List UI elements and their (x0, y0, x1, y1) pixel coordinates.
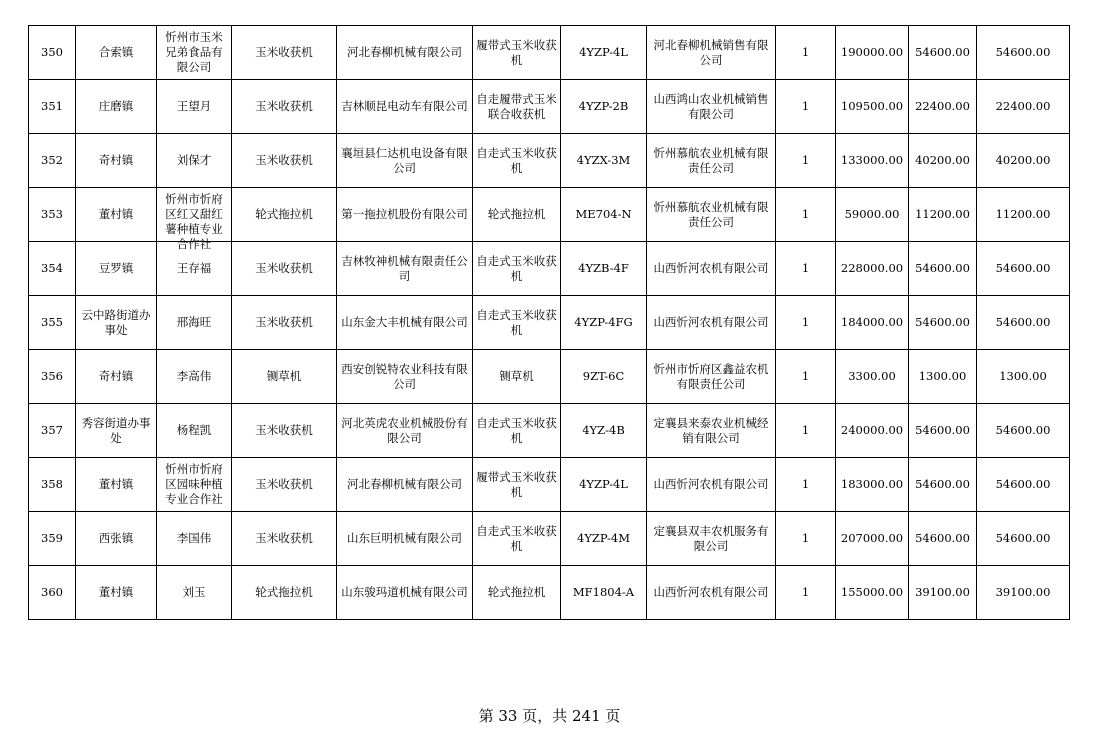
cell-qty (776, 512, 836, 566)
cell-model (561, 566, 647, 620)
table-row (29, 512, 1070, 566)
cell-text: 40200.00 (995, 153, 1051, 167)
cell-text: 54600.00 (995, 477, 1051, 491)
cell-town (76, 242, 157, 296)
table-row (29, 80, 1070, 134)
cell-town (76, 350, 157, 404)
cell-text: 杨程凯 (176, 423, 212, 437)
cell-total (977, 242, 1070, 296)
cell-no (29, 566, 76, 620)
cell-total (977, 188, 1070, 242)
table-body (29, 26, 1070, 620)
cell-dealer (647, 404, 776, 458)
cell-text: 358 (41, 477, 63, 491)
cell-text: 铡草机 (499, 369, 534, 383)
cell-maker (337, 80, 473, 134)
cell-text: 玉米收获机 (255, 531, 313, 545)
cell-text: 190000.00 (840, 45, 904, 59)
cell-owner (157, 404, 232, 458)
cell-qty (776, 26, 836, 80)
cell-text: 133000.00 (840, 153, 904, 167)
cell-text: 玉米收获机 (255, 153, 313, 167)
cell-text: 忻州市忻府区红又甜红薯种植专业合作社 (165, 192, 223, 251)
cell-text: 山东巨明机械有限公司 (347, 531, 462, 545)
cell-town (76, 458, 157, 512)
cell-text: 360 (41, 585, 63, 599)
cell-category (232, 26, 337, 80)
cell-text: 184000.00 (840, 315, 904, 329)
cell-item (473, 134, 561, 188)
cell-text: 玉米收获机 (255, 315, 313, 329)
cell-model (561, 26, 647, 80)
cell-text: 1 (801, 423, 810, 437)
cell-maker (337, 566, 473, 620)
cell-text: 350 (41, 45, 63, 59)
cell-subsidy (909, 26, 977, 80)
cell-text: 玉米收获机 (255, 45, 313, 59)
cell-category (232, 134, 337, 188)
cell-text: 54600.00 (915, 531, 970, 545)
cell-owner (157, 188, 232, 251)
cell-dealer (647, 80, 776, 134)
cell-text: 忻州慕航农业机械有限责任公司 (653, 145, 769, 175)
cell-text: 忻州市忻府区鑫益农机有限责任公司 (653, 361, 769, 391)
cell-text: 155000.00 (840, 585, 904, 599)
cell-qty (776, 566, 836, 620)
cell-text: 奇村镇 (98, 369, 134, 383)
cell-owner (157, 134, 232, 188)
cell-total (977, 134, 1070, 188)
cell-text: 351 (41, 99, 63, 113)
cell-text: MF1804-A (572, 585, 635, 599)
cell-price (836, 404, 909, 458)
cell-item (473, 566, 561, 620)
cell-dealer (647, 512, 776, 566)
cell-text: 董村镇 (98, 477, 134, 491)
cell-category (232, 242, 337, 296)
cell-text: 54600.00 (995, 423, 1051, 437)
cell-qty (776, 188, 836, 242)
cell-text: 自走式玉米收获机 (476, 523, 557, 553)
cell-text: 河北春柳机械有限公司 (347, 45, 462, 59)
cell-dealer (647, 242, 776, 296)
cell-total (977, 350, 1070, 404)
cell-text: 忻州慕航农业机械有限责任公司 (653, 199, 769, 229)
page-number: 第 33 页，共 241 页 (478, 707, 621, 725)
cell-text: 54600.00 (915, 423, 970, 437)
cell-qty (776, 458, 836, 512)
cell-text: 西张镇 (98, 531, 134, 545)
cell-dealer (647, 296, 776, 350)
cell-text: 西安创锐特农业科技有限公司 (341, 361, 468, 391)
cell-text: 李国伟 (176, 531, 212, 545)
cell-item (473, 350, 561, 404)
table-row (29, 350, 1070, 404)
cell-owner (157, 458, 232, 512)
cell-text: 9ZT-6C (582, 369, 625, 383)
cell-text: 吉林顺昆电动车有限公司 (341, 99, 468, 113)
cell-qty (776, 296, 836, 350)
cell-model (561, 80, 647, 134)
cell-text: 4YZP-2B (578, 99, 629, 113)
cell-text: 山西忻河农机有限公司 (653, 315, 769, 329)
cell-owner (157, 512, 232, 566)
cell-qty (776, 350, 836, 404)
cell-item (473, 512, 561, 566)
cell-text: 1 (801, 531, 810, 545)
cell-text: 自走式玉米收获机 (476, 145, 557, 175)
table-row (29, 188, 1070, 242)
cell-dealer (647, 566, 776, 620)
cell-price (836, 458, 909, 512)
table-row (29, 404, 1070, 458)
cell-text: 襄垣县仁达机电设备有限公司 (341, 145, 468, 175)
cell-text: 54600.00 (995, 531, 1051, 545)
cell-text: 183000.00 (840, 477, 904, 491)
cell-text: 1 (801, 153, 810, 167)
cell-text: 自走式玉米收获机 (476, 415, 557, 445)
cell-text: 轮式拖拉机 (255, 207, 313, 221)
cell-category (232, 512, 337, 566)
cell-item (473, 80, 561, 134)
cell-text: 玉米收获机 (255, 423, 313, 437)
cell-category (232, 404, 337, 458)
cell-price (836, 242, 909, 296)
cell-text: 4YZB-4F (578, 261, 629, 275)
cell-item (473, 242, 561, 296)
cell-owner (157, 80, 232, 134)
cell-no (29, 458, 76, 512)
cell-text: 第一拖拉机股份有限公司 (341, 207, 468, 221)
cell-category (232, 188, 337, 242)
cell-text: 1 (801, 369, 810, 383)
cell-item (473, 458, 561, 512)
cell-subsidy (909, 188, 977, 242)
cell-text: 河北英虎农业机械股份有限公司 (341, 415, 468, 445)
cell-maker (337, 296, 473, 350)
cell-town (76, 566, 157, 620)
cell-model (561, 188, 647, 242)
cell-text: 定襄县来泰农业机械经销有限公司 (653, 415, 769, 445)
cell-text: 自走式玉米收获机 (476, 253, 557, 283)
cell-maker (337, 512, 473, 566)
cell-text: 李高伟 (176, 369, 212, 383)
cell-qty (776, 404, 836, 458)
cell-text: 11200.00 (995, 207, 1051, 221)
cell-subsidy (909, 242, 977, 296)
cell-model (561, 296, 647, 350)
cell-text: 1 (801, 315, 810, 329)
cell-text: 轮式拖拉机 (487, 207, 546, 221)
cell-text: 自走履带式玉米联合收获机 (476, 91, 557, 121)
cell-text: 4YZ-4B (582, 423, 625, 437)
cell-text: 4YZP-4L (579, 45, 628, 59)
cell-total (977, 404, 1070, 458)
cell-total (977, 512, 1070, 566)
cell-no (29, 242, 76, 296)
cell-text: 山西忻河农机有限公司 (653, 477, 769, 491)
cell-total (977, 26, 1070, 80)
cell-dealer (647, 188, 776, 242)
cell-model (561, 242, 647, 296)
cell-category (232, 296, 337, 350)
cell-text: 邢海旺 (176, 315, 212, 329)
cell-model (561, 404, 647, 458)
cell-total (977, 566, 1070, 620)
cell-text: 奇村镇 (98, 153, 134, 167)
cell-maker (337, 188, 473, 242)
cell-text: 4YZX-3M (576, 153, 631, 167)
cell-text: 忻州市忻府区园味种植专业合作社 (165, 462, 223, 506)
cell-text: 忻州市玉米兄弟食品有限公司 (165, 30, 223, 74)
cell-text: 董村镇 (98, 585, 134, 599)
cell-town (76, 296, 157, 350)
cell-no (29, 26, 76, 80)
cell-text: 玉米收获机 (255, 99, 313, 113)
cell-text: 54600.00 (995, 261, 1051, 275)
cell-no (29, 134, 76, 188)
cell-price (836, 80, 909, 134)
cell-model (561, 512, 647, 566)
cell-text: 刘保才 (176, 153, 212, 167)
subsidy-table (28, 25, 1070, 620)
cell-price (836, 350, 909, 404)
cell-owner (157, 350, 232, 404)
cell-text: 4YZP-4M (577, 531, 630, 545)
cell-text: 1 (801, 45, 810, 59)
cell-no (29, 404, 76, 458)
cell-town (76, 188, 157, 242)
cell-owner (157, 296, 232, 350)
cell-text: 1 (801, 99, 810, 113)
cell-text: 履带式玉米收获机 (476, 37, 557, 67)
cell-price (836, 134, 909, 188)
cell-total (977, 80, 1070, 134)
cell-text: 240000.00 (840, 423, 904, 437)
cell-text: 玉米收获机 (255, 261, 313, 275)
cell-subsidy (909, 296, 977, 350)
cell-text: 刘玉 (182, 585, 206, 599)
cell-town (76, 80, 157, 134)
cell-text: 1 (801, 477, 810, 491)
cell-text: 豆罗镇 (98, 261, 134, 275)
cell-town (76, 26, 157, 80)
cell-dealer (647, 458, 776, 512)
cell-text: 山西鸿山农业机械销售有限公司 (653, 91, 769, 121)
cell-item (473, 404, 561, 458)
cell-category (232, 458, 337, 512)
cell-dealer (647, 350, 776, 404)
cell-text: 庄磨镇 (98, 99, 134, 113)
cell-text: 356 (41, 369, 63, 383)
cell-text: 山西忻河农机有限公司 (653, 585, 769, 599)
cell-category (232, 566, 337, 620)
cell-town (76, 404, 157, 458)
cell-item (473, 296, 561, 350)
cell-text: 铡草机 (266, 369, 302, 383)
cell-subsidy (909, 566, 977, 620)
cell-owner (157, 26, 232, 80)
cell-text: 1300.00 (999, 369, 1047, 383)
cell-text: 39100.00 (995, 585, 1051, 599)
table-row (29, 296, 1070, 350)
table-row (29, 566, 1070, 620)
cell-text: 359 (41, 531, 63, 545)
cell-text: 云中路街道办事处 (81, 307, 151, 337)
cell-text: 355 (41, 315, 63, 329)
cell-price (836, 566, 909, 620)
cell-maker (337, 458, 473, 512)
cell-item (473, 188, 561, 242)
table-row (29, 134, 1070, 188)
cell-text: 王望月 (176, 99, 212, 113)
cell-text: ME704-N (575, 207, 632, 221)
cell-text: 109500.00 (840, 99, 904, 113)
cell-text: 定襄县双丰农机服务有限公司 (653, 523, 769, 553)
cell-text: 轮式拖拉机 (487, 585, 546, 599)
cell-text: 1 (801, 261, 810, 275)
cell-total (977, 296, 1070, 350)
cell-text: 228000.00 (840, 261, 904, 275)
cell-maker (337, 404, 473, 458)
cell-text: 轮式拖拉机 (255, 585, 313, 599)
cell-text: 352 (41, 153, 63, 167)
cell-text: 4YZP-4L (579, 477, 628, 491)
cell-qty (776, 80, 836, 134)
cell-no (29, 350, 76, 404)
cell-town (76, 134, 157, 188)
cell-text: 履带式玉米收获机 (476, 469, 557, 499)
cell-category (232, 80, 337, 134)
cell-text: 40200.00 (915, 153, 970, 167)
cell-text: 54600.00 (915, 477, 970, 491)
cell-subsidy (909, 404, 977, 458)
cell-price (836, 26, 909, 80)
cell-subsidy (909, 80, 977, 134)
cell-owner (157, 566, 232, 620)
cell-text: 39100.00 (915, 585, 970, 599)
cell-text: 54600.00 (995, 315, 1051, 329)
cell-text: 山东金大丰机械有限公司 (341, 315, 468, 329)
cell-text: 207000.00 (840, 531, 904, 545)
cell-item (473, 26, 561, 80)
cell-text: 董村镇 (98, 207, 134, 221)
cell-subsidy (909, 458, 977, 512)
cell-text: 1300.00 (918, 369, 967, 383)
cell-text: 自走式玉米收获机 (476, 307, 557, 337)
cell-text: 22400.00 (995, 99, 1051, 113)
cell-price (836, 512, 909, 566)
cell-text: 3300.00 (848, 369, 896, 383)
cell-text: 54600.00 (995, 45, 1051, 59)
cell-model (561, 458, 647, 512)
cell-text: 54600.00 (915, 45, 970, 59)
cell-no (29, 296, 76, 350)
cell-text: 王存福 (176, 261, 212, 275)
cell-text: 玉米收获机 (255, 477, 313, 491)
cell-text: 54600.00 (915, 261, 970, 275)
cell-maker (337, 242, 473, 296)
cell-subsidy (909, 350, 977, 404)
cell-dealer (647, 26, 776, 80)
cell-town (76, 512, 157, 566)
cell-price (836, 188, 909, 242)
table-row (29, 458, 1070, 512)
cell-subsidy (909, 512, 977, 566)
cell-no (29, 188, 76, 242)
cell-qty (776, 134, 836, 188)
cell-text: 357 (41, 423, 63, 437)
cell-maker (337, 26, 473, 80)
cell-text: 山东骏玛道机械有限公司 (341, 585, 468, 599)
cell-model (561, 134, 647, 188)
cell-total (977, 458, 1070, 512)
cell-subsidy (909, 134, 977, 188)
table-row (29, 26, 1070, 80)
cell-no (29, 512, 76, 566)
cell-text: 1 (801, 585, 810, 599)
cell-maker (337, 134, 473, 188)
cell-text: 54600.00 (915, 315, 970, 329)
cell-text: 河北春柳机械有限公司 (347, 477, 462, 491)
cell-text: 59000.00 (844, 207, 900, 221)
cell-dealer (647, 134, 776, 188)
cell-price (836, 296, 909, 350)
cell-text: 吉林牧神机械有限责任公司 (341, 253, 468, 283)
cell-model (561, 350, 647, 404)
cell-text: 山西忻河农机有限公司 (653, 261, 769, 275)
cell-maker (337, 350, 473, 404)
cell-text: 11200.00 (915, 207, 970, 221)
cell-text: 4YZP-4FG (574, 315, 633, 329)
cell-text: 河北春柳机械销售有限公司 (653, 37, 769, 67)
cell-text: 353 (41, 207, 63, 221)
cell-text: 22400.00 (915, 99, 970, 113)
cell-text: 1 (801, 207, 810, 221)
cell-no (29, 80, 76, 134)
cell-text: 秀容街道办事处 (81, 415, 151, 445)
cell-category (232, 350, 337, 404)
cell-text: 合索镇 (98, 45, 134, 59)
cell-text: 354 (41, 261, 63, 275)
cell-qty (776, 242, 836, 296)
